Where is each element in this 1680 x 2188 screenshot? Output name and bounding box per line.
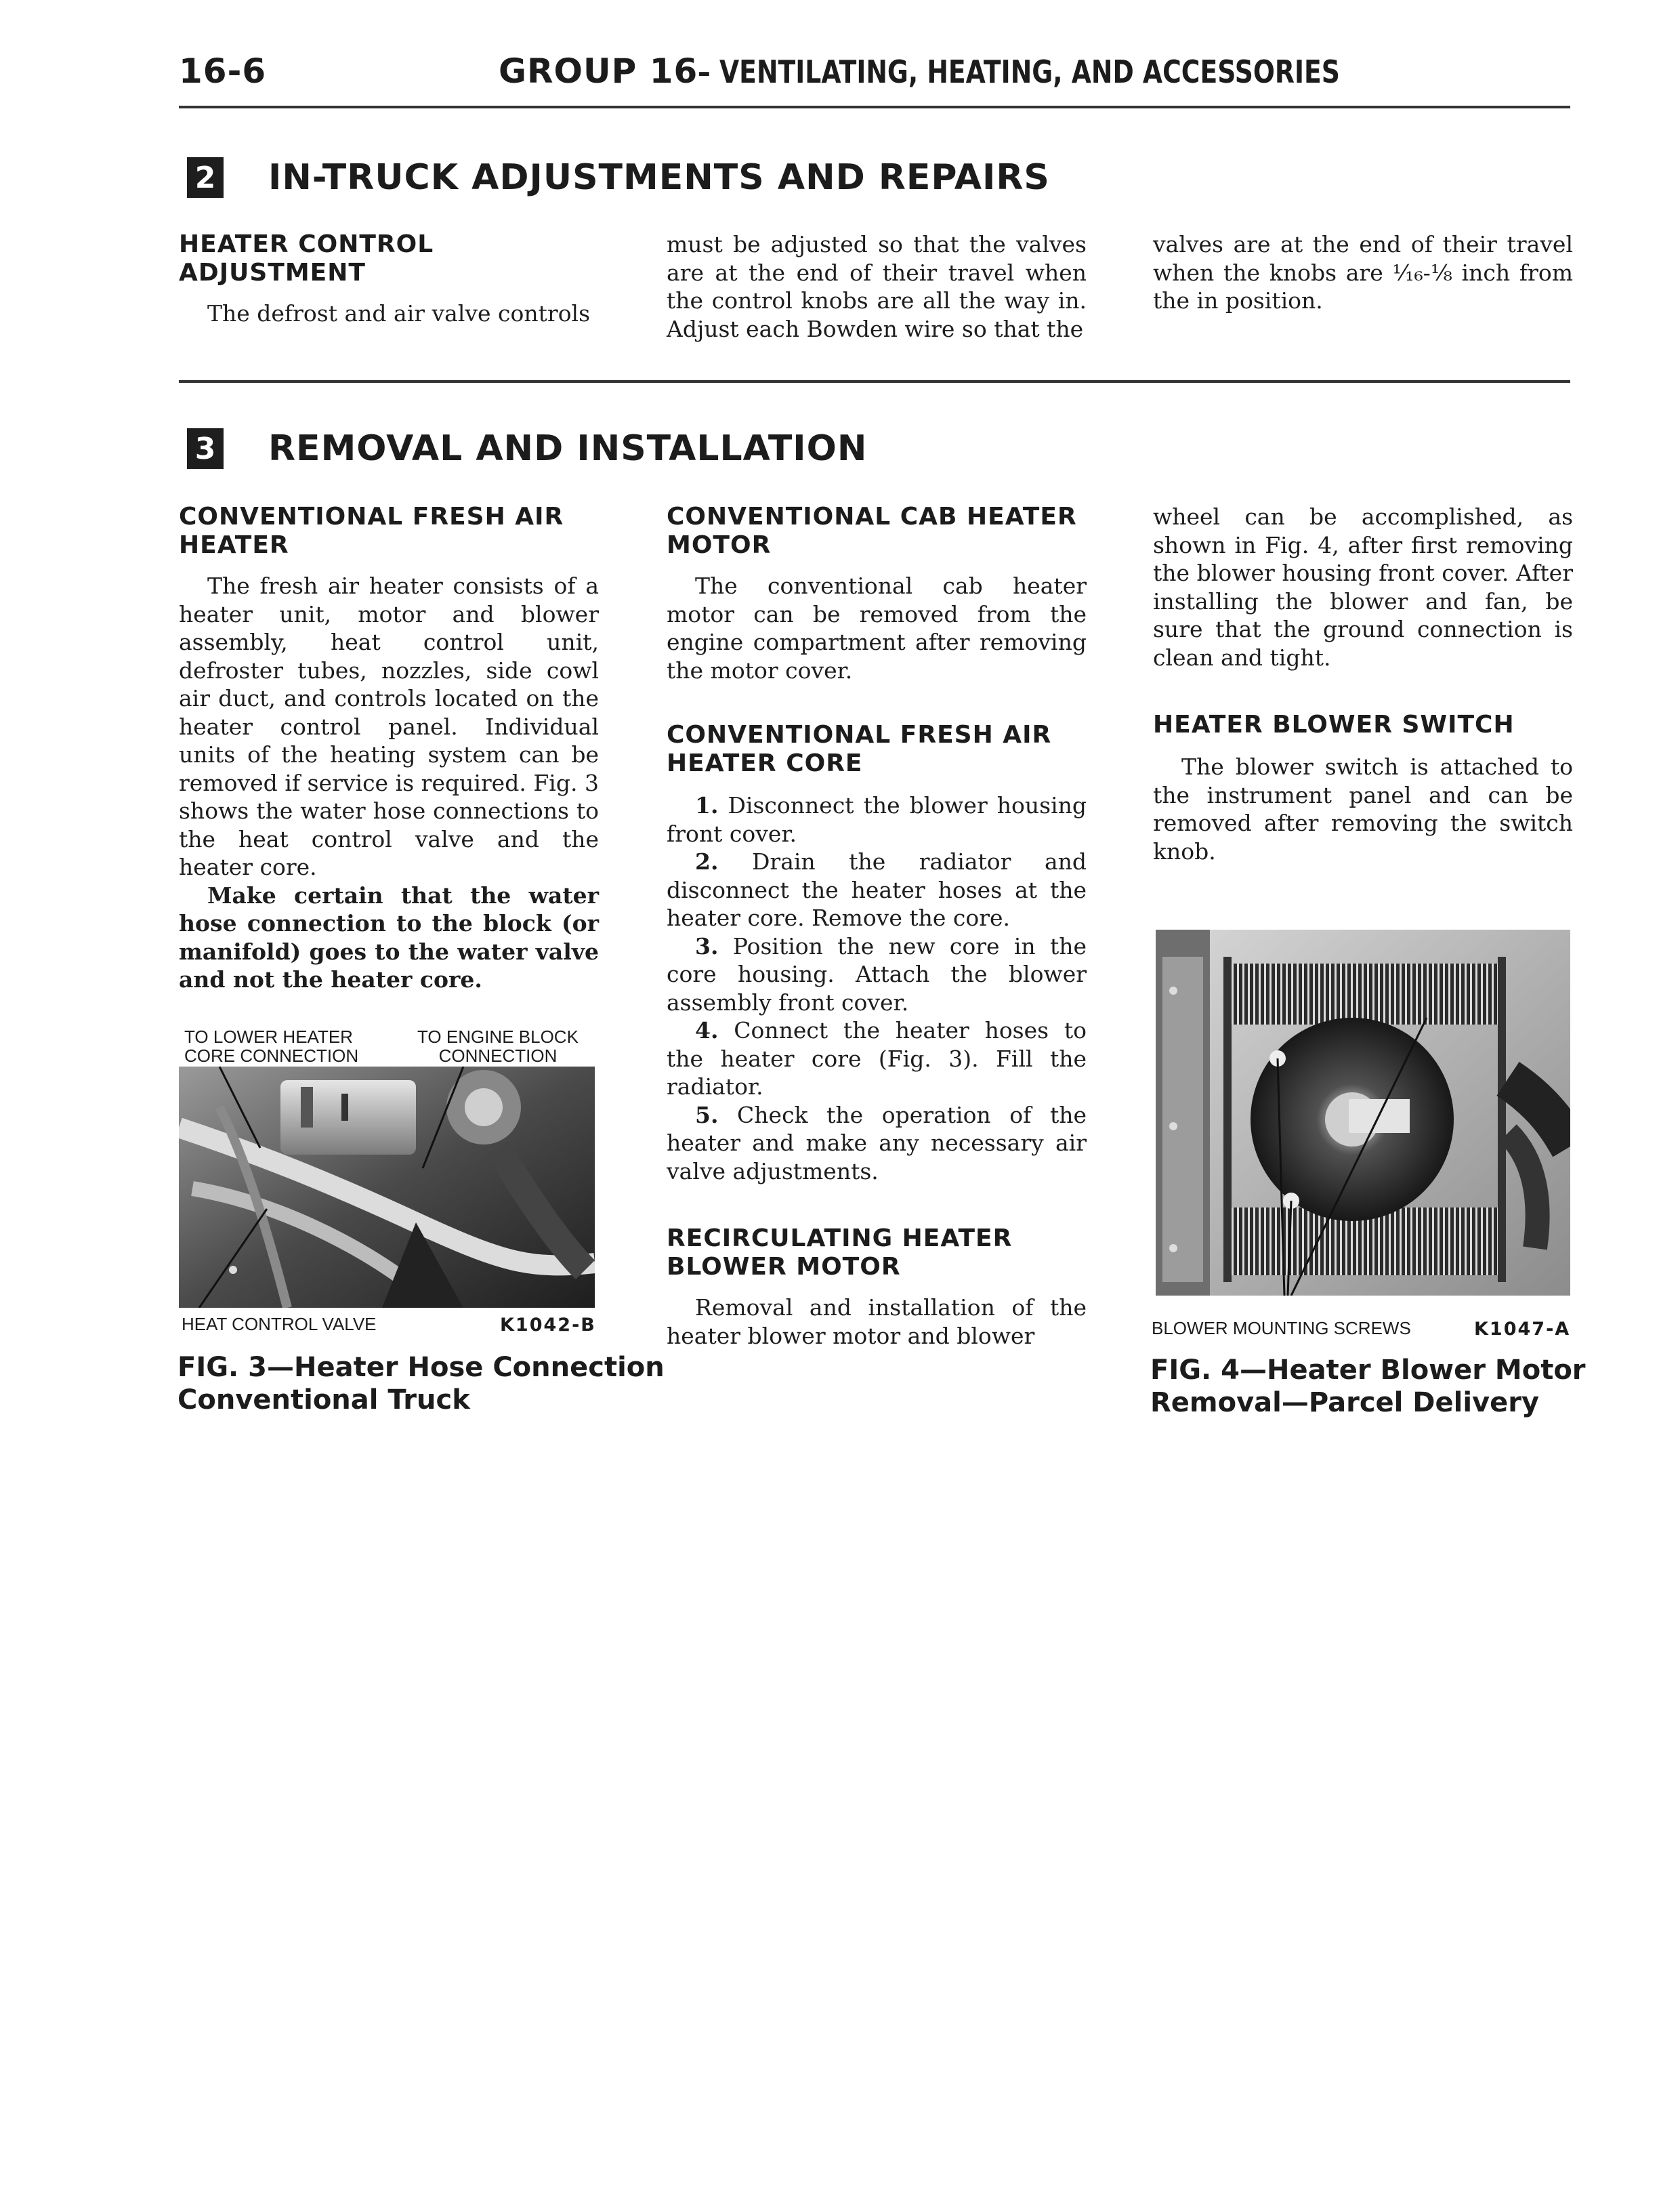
heater-core-step-4 xyxy=(667,1016,1087,1101)
fresh-air-heater-block xyxy=(179,503,599,994)
water-hose-warning: Make certain that the water hose connection to the block (or manifold) goes to the water valve and not the heater core. xyxy=(179,882,599,993)
fig4-code: K1047-A xyxy=(1474,1319,1571,1340)
step-5-text: Check the operation of the heater and make any necessary air valve adjustments. xyxy=(667,1101,1087,1184)
fig3-callout-engine-block-line2: CONNECTION xyxy=(438,1046,558,1066)
fig3-callout-engine-block xyxy=(417,1027,579,1065)
fig4-caption-line2: Removal—Parcel Delivery xyxy=(1150,1387,1540,1418)
fig4-blower-photo xyxy=(1156,930,1570,1296)
fig3-callout-engine-block-line1: TO ENGINE BLOCK xyxy=(417,1027,579,1047)
header-rule xyxy=(179,106,1570,108)
recirculating-blower-paragraph-part1: Removal and installation of the heater blower motor and blower xyxy=(667,1294,1087,1349)
group-title xyxy=(499,51,1481,91)
heater-core-step-1 xyxy=(667,791,1087,848)
group-title-lead: GROUP 16 xyxy=(499,51,698,91)
heater-core-heading: CONVENTIONAL FRESH AIR HEATER CORE xyxy=(667,721,1052,777)
fig3-engine-photo xyxy=(179,1067,595,1308)
column-2 xyxy=(667,503,1087,1350)
heater-control-text-col2: must be adjusted so that the valves are at the end of their travel when the control knobs are all the way in. Adjust each Bowden wire so that the xyxy=(667,231,1087,342)
step-3-text: Position the new core in the core housing. Attach the blower assembly front cover. xyxy=(667,932,1087,1016)
group-title-rest: – VENTILATING, HEATING, AND ACCESSORIES xyxy=(698,54,1341,90)
fig3-callout-heat-control-valve: HEAT CONTROL VALVE xyxy=(182,1314,377,1334)
heater-control-col1 xyxy=(179,230,599,328)
fig3-callout-lower-heater-line2: CORE CONNECTION xyxy=(184,1046,359,1066)
heater-control-heading-line2: ADJUSTMENT xyxy=(179,259,366,287)
fig3-caption xyxy=(177,1351,665,1416)
fig3-engine-photo-illustration xyxy=(179,1067,595,1308)
step-1-text: Disconnect the blower housing front cover. xyxy=(667,792,1087,847)
fig3-caption-line1: FIG. 3—Heater Hose Connection xyxy=(177,1352,665,1383)
heater-control-heading-line1: HEATER CONTROL xyxy=(179,230,434,258)
heater-control-col2 xyxy=(667,230,1087,343)
step-2-number: 2. xyxy=(695,848,719,875)
section-divider-rule xyxy=(179,380,1570,383)
fig3-callout-lower-heater-line1: TO LOWER HEATER xyxy=(184,1027,353,1047)
fig4-callout-blower-mounting-screws: BLOWER MOUNTING SCREWS xyxy=(1152,1318,1411,1338)
fig3-caption-line2: Conventional Truck xyxy=(177,1384,470,1416)
heater-core-step-2 xyxy=(667,848,1087,932)
step-3-number: 3. xyxy=(695,932,719,959)
fig4-caption xyxy=(1150,1354,1586,1419)
recirculating-blower-paragraph-part2: wheel can be accomplished, as shown in Fig. 4, after first removing the blower housing front cover. After installing the blower and fan, be sure that the ground connection is clean and tight. xyxy=(1153,503,1573,671)
cab-heater-motor-paragraph: The conventional cab heater motor can be removed from the engine compartment after removing the motor cover. xyxy=(667,573,1087,684)
section-2-title: IN-TRUCK ADJUSTMENTS AND REPAIRS xyxy=(268,157,1050,198)
step-4-text: Connect the heater hoses to the heater core (Fig. 3). Fill the radiator. xyxy=(667,1017,1087,1100)
heater-control-text-col3: valves are at the end of their travel when the knobs are ¹⁄₁₆-⅛ inch from the in position. xyxy=(1153,231,1573,314)
fig4-blower-photo-illustration xyxy=(1156,930,1570,1296)
step-1-number: 1. xyxy=(695,792,719,819)
page-number: 16-6 xyxy=(179,51,267,91)
fig4-caption-line1: FIG. 4—Heater Blower Motor xyxy=(1150,1355,1586,1386)
section-3-header xyxy=(187,428,867,469)
fresh-air-heater-paragraph: The fresh air heater consists of a heater unit, motor and blower assembly, heat control unit, defroster tubes, nozzles, side cowl air duct, and controls located on the heater control panel. Individual units of the heating system can be removed if service is required. Fig. 3 shows the water hose connections to the heat control valve and the heater core. xyxy=(179,573,599,880)
section-3-number-badge: 3 xyxy=(187,428,224,469)
fig3-code: K1042-B xyxy=(500,1315,596,1336)
heater-control-text-col1: The defrost and air valve controls xyxy=(207,300,591,327)
column-3 xyxy=(1153,503,1573,865)
blower-switch-paragraph: The blower switch is attached to the instrument panel and can be removed after removing the switch knob. xyxy=(1153,754,1573,865)
step-4-number: 4. xyxy=(695,1017,719,1044)
step-5-number: 5. xyxy=(695,1101,719,1128)
blower-switch-heading: HEATER BLOWER SWITCH xyxy=(1153,711,1515,739)
section-2-number-badge: 2 xyxy=(187,157,224,198)
cab-heater-motor-heading: CONVENTIONAL CAB HEATER MOTOR xyxy=(667,503,1077,559)
heater-core-step-5 xyxy=(667,1101,1087,1186)
section-3-title: REMOVAL AND INSTALLATION xyxy=(268,428,868,469)
recirculating-blower-heading: RECIRCULATING HEATER BLOWER MOTOR xyxy=(667,1224,1013,1281)
fresh-air-heater-heading: CONVENTIONAL FRESH AIR HEATER xyxy=(179,503,564,559)
heater-control-col3 xyxy=(1153,230,1573,315)
section-2-header xyxy=(187,157,1050,198)
fig3-callout-lower-heater xyxy=(184,1027,358,1065)
heater-core-step-3 xyxy=(667,932,1087,1017)
step-2-text: Drain the radiator and disconnect the heater hoses at the heater core. Remove the core. xyxy=(667,848,1087,931)
